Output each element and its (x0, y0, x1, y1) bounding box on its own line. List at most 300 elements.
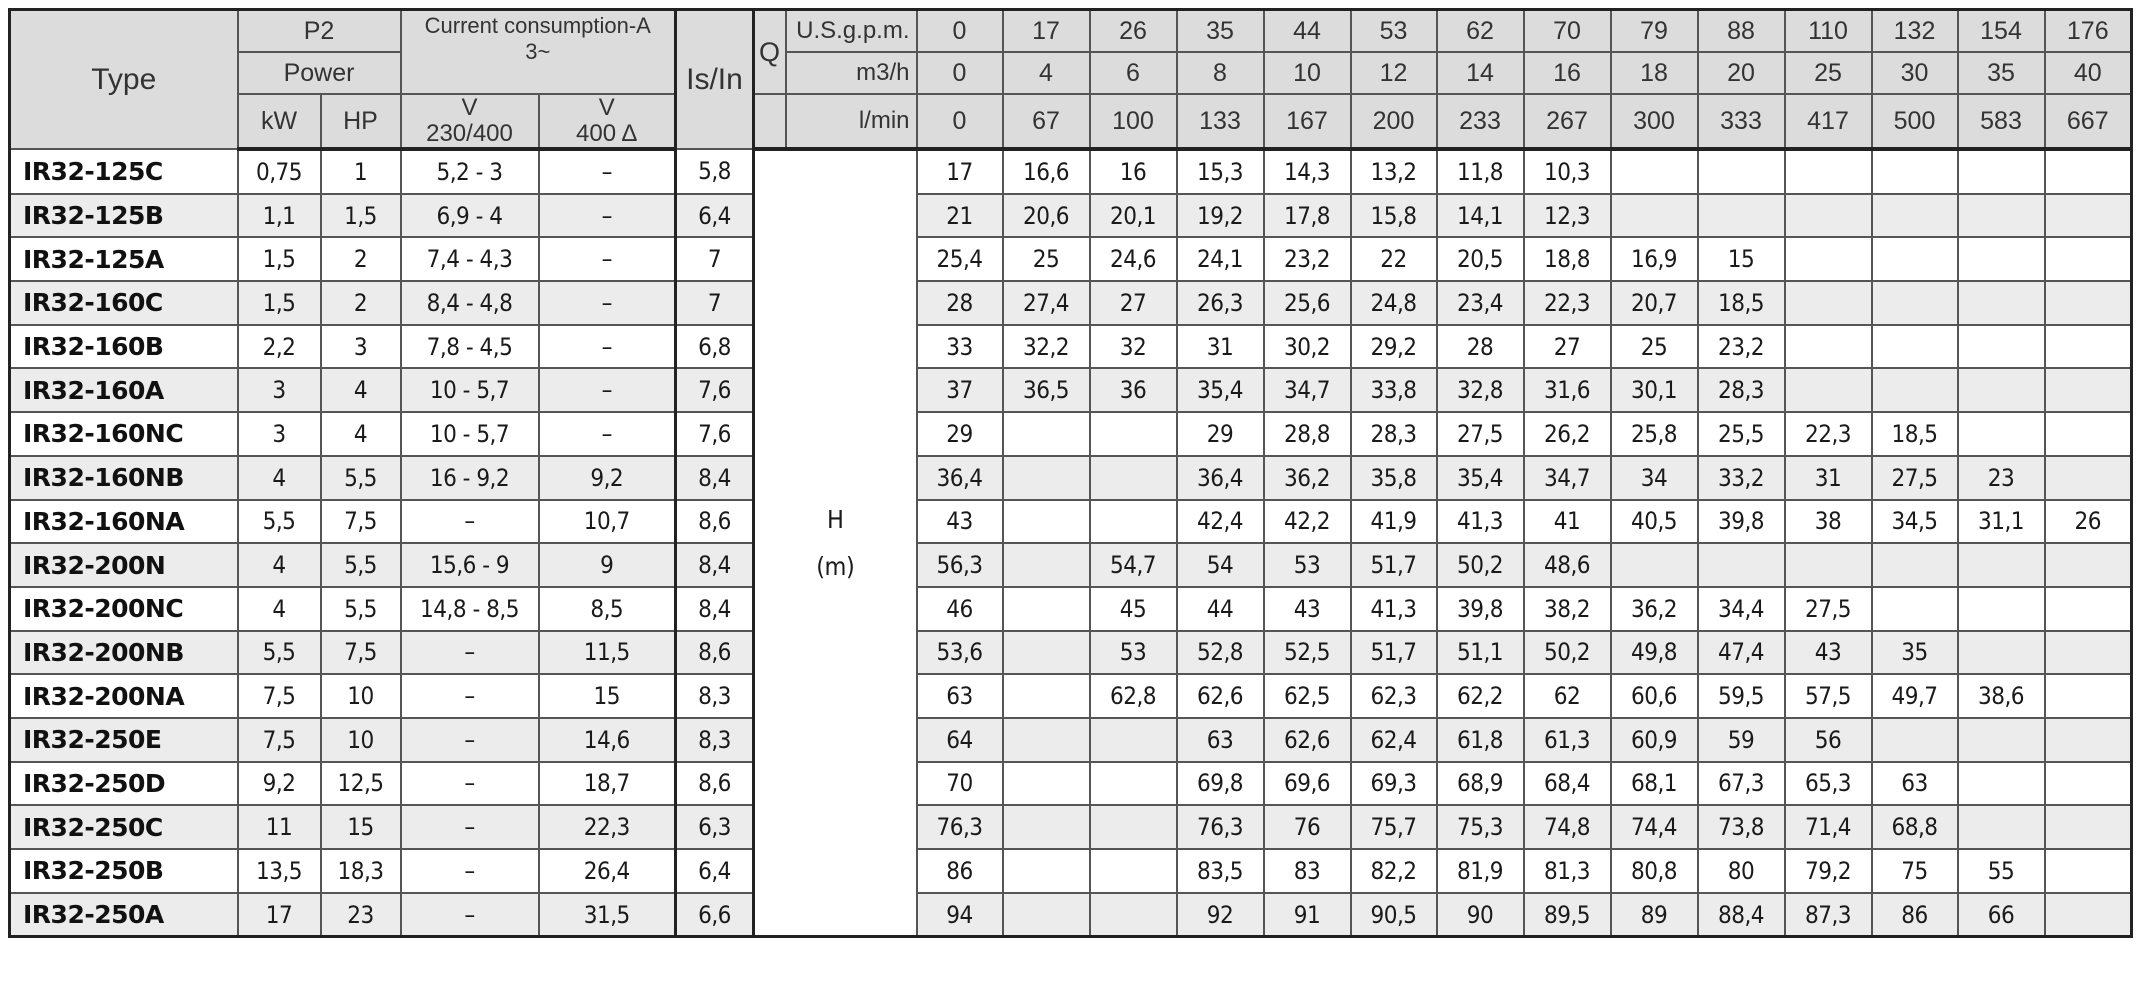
head-value: 50,2 (1437, 543, 1524, 587)
current-400-delta: 18,7 (539, 762, 676, 806)
head-value: 24,6 (1090, 237, 1177, 281)
head-value (1785, 281, 1872, 325)
power-hp: 18,3 (321, 849, 401, 893)
head-value (1003, 674, 1090, 718)
pump-type: IR32-250E (10, 718, 238, 762)
head-value: 35 (1872, 631, 1958, 675)
usgpm-value: 53 (1351, 10, 1437, 53)
table-row (10, 412, 2132, 456)
head-value: 86 (917, 849, 1003, 893)
lmin-value: 200 (1351, 94, 1437, 149)
head-value: 69,3 (1351, 762, 1437, 806)
m3h-value: 35 (1958, 52, 2045, 94)
m3h-value: 16 (1524, 52, 1611, 94)
lmin-value: 133 (1177, 94, 1264, 149)
head-value: 62,6 (1264, 718, 1351, 762)
lmin-value: 583 (1958, 94, 2045, 149)
head-value (2045, 368, 2132, 412)
voltage-label: V (461, 94, 478, 121)
lmin-label: l/min (786, 94, 917, 149)
usgpm-value: 70 (1524, 10, 1611, 53)
head-value (1958, 325, 2045, 369)
head-value: 32 (1090, 325, 1177, 369)
head-value: 15,8 (1351, 194, 1437, 238)
head-value: 36,2 (1264, 456, 1351, 500)
head-value: 51,7 (1351, 631, 1437, 675)
head-value: 83,5 (1177, 849, 1264, 893)
head-value: 15 (1698, 237, 1785, 281)
is-in-value: 8,4 (676, 587, 754, 631)
head-value: 63 (917, 674, 1003, 718)
table-row (10, 762, 2132, 806)
head-value: 28 (917, 281, 1003, 325)
head-value (1003, 718, 1090, 762)
power-hp: 7,5 (321, 631, 401, 675)
head-value (1090, 456, 1177, 500)
is-in-value: 7,6 (676, 368, 754, 412)
head-value (1872, 194, 1958, 238)
head-value (1003, 762, 1090, 806)
head-value: 20,1 (1090, 194, 1177, 238)
lmin-value: 233 (1437, 94, 1524, 149)
table-row (10, 631, 2132, 675)
head-value (1090, 805, 1177, 849)
head-value: 23,4 (1437, 281, 1524, 325)
head-value (2045, 762, 2132, 806)
head-value: 26,3 (1177, 281, 1264, 325)
pump-rows (10, 149, 2132, 937)
power-kw: 4 (238, 456, 321, 500)
head-value: 53 (1090, 631, 1177, 675)
head-value: 17 (917, 149, 1003, 194)
head-value (1958, 194, 2045, 238)
head-value: 61,3 (1524, 718, 1611, 762)
head-value (1090, 412, 1177, 456)
is-in-value: 6,3 (676, 805, 754, 849)
m3h-value: 12 (1351, 52, 1437, 94)
head-value: 52,8 (1177, 631, 1264, 675)
lmin-value: 500 (1872, 94, 1958, 149)
power-hp: 3 (321, 325, 401, 369)
head-value (1872, 281, 1958, 325)
current-230-400: – (401, 674, 539, 718)
head-value (1611, 194, 1698, 238)
head-value: 74,8 (1524, 805, 1611, 849)
head-value (1785, 149, 1872, 194)
power-hp: 7,5 (321, 500, 401, 544)
head-value: 23 (1958, 456, 2045, 500)
pump-type: IR32-200N (10, 543, 238, 587)
head-value: 63 (1872, 762, 1958, 806)
usgpm-value: 35 (1177, 10, 1264, 53)
pump-type: IR32-160A (10, 368, 238, 412)
head-value: 47,4 (1698, 631, 1785, 675)
head-value: 41,3 (1351, 587, 1437, 631)
head-value: 54,7 (1090, 543, 1177, 587)
is-in-value: 8,6 (676, 631, 754, 675)
head-value: 29,2 (1351, 325, 1437, 369)
head-value: 69,8 (1177, 762, 1264, 806)
head-value: 25,5 (1698, 412, 1785, 456)
current-230-400: 8,4 - 4,8 (401, 281, 539, 325)
head-value: 62,4 (1351, 718, 1437, 762)
head-value: 31,1 (1958, 500, 2045, 544)
table-row (10, 149, 2132, 194)
voltage-label: V (598, 94, 615, 121)
head-value: 31 (1177, 325, 1264, 369)
head-value: 55 (1958, 849, 2045, 893)
current-400-delta: – (539, 325, 676, 369)
lmin-value: 0 (917, 94, 1003, 149)
head-value: 41,9 (1351, 500, 1437, 544)
head-value: 39,8 (1698, 500, 1785, 544)
current-230-400: – (401, 805, 539, 849)
head-value: 68,4 (1524, 762, 1611, 806)
head-value: 83 (1264, 849, 1351, 893)
head-value: 52,5 (1264, 631, 1351, 675)
head-value: 68,9 (1437, 762, 1524, 806)
head-value: 94 (917, 893, 1003, 937)
m3h-value: 18 (1611, 52, 1698, 94)
power-hp: 12,5 (321, 762, 401, 806)
power-kw: 3 (238, 412, 321, 456)
m3h-value: 14 (1437, 52, 1524, 94)
lmin-value: 417 (1785, 94, 1872, 149)
head-value (1698, 543, 1785, 587)
usgpm-label: U.S.g.p.m. (786, 10, 917, 53)
head-value: 41 (1524, 500, 1611, 544)
head-value: 90 (1437, 893, 1524, 937)
head-value: 36 (1090, 368, 1177, 412)
head-value: 30,1 (1611, 368, 1698, 412)
head-value (1090, 893, 1177, 937)
head-value (1958, 281, 2045, 325)
head-value: 56,3 (917, 543, 1003, 587)
current-400-delta: – (539, 149, 676, 194)
current-230-400: – (401, 718, 539, 762)
power-kw: 9,2 (238, 762, 321, 806)
head-value: 28,8 (1264, 412, 1351, 456)
usgpm-value: 132 (1872, 10, 1958, 53)
table-row (10, 325, 2132, 369)
current-230-400: – (401, 500, 539, 544)
head-value: 38 (1785, 500, 1872, 544)
head-value (1958, 762, 2045, 806)
head-value: 43 (1785, 631, 1872, 675)
pump-type: IR32-250A (10, 893, 238, 937)
head-value: 27,5 (1872, 456, 1958, 500)
power-kw: 5,5 (238, 631, 321, 675)
table-row (10, 237, 2132, 281)
power-kw: 3 (238, 368, 321, 412)
head-value: 75,7 (1351, 805, 1437, 849)
head-value (2045, 543, 2132, 587)
head-value (1785, 543, 1872, 587)
power-hp: 10 (321, 674, 401, 718)
usgpm-value: 62 (1437, 10, 1524, 53)
current-400-delta: 9 (539, 543, 676, 587)
head-value: 37 (917, 368, 1003, 412)
pump-type: IR32-160B (10, 325, 238, 369)
head-value (1958, 718, 2045, 762)
head-value: 34,7 (1524, 456, 1611, 500)
head-value: 50,2 (1524, 631, 1611, 675)
head-value: 57,5 (1785, 674, 1872, 718)
head-value (1785, 237, 1872, 281)
head-value (1090, 762, 1177, 806)
current-230-400: 15,6 - 9 (401, 543, 539, 587)
current-230-400: 10 - 5,7 (401, 412, 539, 456)
head-value: 27,5 (1437, 412, 1524, 456)
power-kw: 4 (238, 587, 321, 631)
head-value: 23,2 (1698, 325, 1785, 369)
m3h-value: 40 (2045, 52, 2132, 94)
current-230-400: 16 - 9,2 (401, 456, 539, 500)
head-value (1003, 412, 1090, 456)
head-value: 70 (917, 762, 1003, 806)
usgpm-value: 17 (1003, 10, 1090, 53)
power-kw: 7,5 (238, 718, 321, 762)
power-kw: 5,5 (238, 500, 321, 544)
usgpm-value: 44 (1264, 10, 1351, 53)
is-in-value: 7 (676, 281, 754, 325)
current-230-400: – (401, 631, 539, 675)
is-in-value: 6,6 (676, 893, 754, 937)
head-value: 63 (1177, 718, 1264, 762)
head-value (1872, 543, 1958, 587)
head-value: 16 (1090, 149, 1177, 194)
pump-type: IR32-250B (10, 849, 238, 893)
lmin-value: 67 (1003, 94, 1090, 149)
is-in-value: 7,6 (676, 412, 754, 456)
is-in-value: 6,4 (676, 849, 754, 893)
head-value: 79,2 (1785, 849, 1872, 893)
power-hp: 4 (321, 412, 401, 456)
head-value (2045, 149, 2132, 194)
power-kw: 1,1 (238, 194, 321, 238)
is-in-value: 8,3 (676, 674, 754, 718)
head-value: 35,8 (1351, 456, 1437, 500)
head-value: 33 (917, 325, 1003, 369)
head-value: 11,8 (1437, 149, 1524, 194)
power-hp: 10 (321, 718, 401, 762)
head-value: 22,3 (1785, 412, 1872, 456)
head-value (2045, 849, 2132, 893)
head-unit-cell (754, 149, 917, 937)
head-value: 67,3 (1698, 762, 1785, 806)
head-value (1958, 543, 2045, 587)
m3h-value: 25 (1785, 52, 1872, 94)
is-in-value: 7 (676, 237, 754, 281)
power-kw: 1,5 (238, 281, 321, 325)
head-value: 27,5 (1785, 587, 1872, 631)
head-value: 54 (1177, 543, 1264, 587)
head-value: 20,5 (1437, 237, 1524, 281)
table-row (10, 543, 2132, 587)
is-in-value: 8,6 (676, 500, 754, 544)
m3h-value: 4 (1003, 52, 1090, 94)
type-header: Type (10, 10, 238, 150)
head-value (1090, 718, 1177, 762)
head-value: 89,5 (1524, 893, 1611, 937)
head-value (1698, 194, 1785, 238)
head-value: 81,3 (1524, 849, 1611, 893)
head-value (1872, 237, 1958, 281)
m3h-value: 6 (1090, 52, 1177, 94)
pump-type: IR32-160NA (10, 500, 238, 544)
usgpm-value: 0 (917, 10, 1003, 53)
current-230-400: 10 - 5,7 (401, 368, 539, 412)
hp-header: HP (321, 94, 401, 149)
head-value: 28 (1437, 325, 1524, 369)
head-value: 31,6 (1524, 368, 1611, 412)
head-value: 56 (1785, 718, 1872, 762)
power-hp: 5,5 (321, 587, 401, 631)
m3h-value: 20 (1698, 52, 1785, 94)
power-kw: 4 (238, 543, 321, 587)
head-value: 64 (917, 718, 1003, 762)
power-kw: 11 (238, 805, 321, 849)
head-value: 40,5 (1611, 500, 1698, 544)
q-header: Q (754, 10, 786, 95)
head-value: 36,5 (1003, 368, 1090, 412)
current-400-delta: 14,6 (539, 718, 676, 762)
head-value: 27,4 (1003, 281, 1090, 325)
head-value: 29 (917, 412, 1003, 456)
is-in-value: 8,3 (676, 718, 754, 762)
head-value: 27 (1090, 281, 1177, 325)
current-400-delta: 15 (539, 674, 676, 718)
pump-type: IR32-125B (10, 194, 238, 238)
head-value (2045, 893, 2132, 937)
current-230-400: 6,9 - 4 (401, 194, 539, 238)
head-value: 24,8 (1351, 281, 1437, 325)
head-value: 60,6 (1611, 674, 1698, 718)
head-value (2045, 456, 2132, 500)
current-400-delta: – (539, 281, 676, 325)
head-value: 18,5 (1698, 281, 1785, 325)
power-hp: 1 (321, 149, 401, 194)
head-value: 31 (1785, 456, 1872, 500)
head-value: 10,3 (1524, 149, 1611, 194)
head-value: 62,3 (1351, 674, 1437, 718)
table-row (10, 456, 2132, 500)
head-value: 41,3 (1437, 500, 1524, 544)
head-value: 65,3 (1785, 762, 1872, 806)
pump-type: IR32-200NA (10, 674, 238, 718)
head-value: 60,9 (1611, 718, 1698, 762)
head-value: 68,1 (1611, 762, 1698, 806)
head-value (1872, 718, 1958, 762)
power-hp: 23 (321, 893, 401, 937)
m3h-label: m3/h (786, 52, 917, 94)
pump-type: IR32-250C (10, 805, 238, 849)
q-blank-cell (754, 94, 786, 149)
lmin-value: 100 (1090, 94, 1177, 149)
head-value: 86 (1872, 893, 1958, 937)
head-value (1958, 631, 2045, 675)
is-in-value: 6,8 (676, 325, 754, 369)
voltage-230-400-header (401, 94, 539, 149)
head-value: 14,3 (1264, 149, 1351, 194)
head-value (2045, 674, 2132, 718)
head-value: 90,5 (1351, 893, 1437, 937)
head-value: 16,9 (1611, 237, 1698, 281)
table-row (10, 368, 2132, 412)
head-value: 34 (1611, 456, 1698, 500)
head-value: 46 (917, 587, 1003, 631)
power-hp: 5,5 (321, 543, 401, 587)
is-in-value: 5,8 (676, 149, 754, 194)
pump-type: IR32-125A (10, 237, 238, 281)
head-value: 75 (1872, 849, 1958, 893)
head-value: 43 (1264, 587, 1351, 631)
power-kw: 7,5 (238, 674, 321, 718)
kw-header: kW (238, 94, 321, 149)
power-hp: 1,5 (321, 194, 401, 238)
table-row (10, 893, 2132, 937)
head-value (1958, 587, 2045, 631)
is-in-header (676, 10, 754, 150)
head-value (1958, 149, 2045, 194)
head-value: 45 (1090, 587, 1177, 631)
head-value: 29 (1177, 412, 1264, 456)
head-value (1958, 368, 2045, 412)
head-value (2045, 631, 2132, 675)
head-value: 62,2 (1437, 674, 1524, 718)
current-230-400: 5,2 - 3 (401, 149, 539, 194)
head-value (2045, 412, 2132, 456)
head-value: 62 (1524, 674, 1611, 718)
head-value (1003, 631, 1090, 675)
head-value: 28,3 (1698, 368, 1785, 412)
head-value (1611, 543, 1698, 587)
head-value: 44 (1177, 587, 1264, 631)
head-value: 49,8 (1611, 631, 1698, 675)
head-value (1785, 194, 1872, 238)
head-value (1872, 325, 1958, 369)
is-in-value: 8,4 (676, 456, 754, 500)
head-value: 26 (2045, 500, 2132, 544)
head-value: 39,8 (1437, 587, 1524, 631)
head-value: 30,2 (1264, 325, 1351, 369)
pump-type: IR32-200NC (10, 587, 238, 631)
current-400-delta: – (539, 412, 676, 456)
head-value: 80 (1698, 849, 1785, 893)
head-value: 38,2 (1524, 587, 1611, 631)
head-value: 69,6 (1264, 762, 1351, 806)
pump-type: IR32-250D (10, 762, 238, 806)
head-value (1958, 805, 2045, 849)
head-value: 26,2 (1524, 412, 1611, 456)
head-value: 42,2 (1264, 500, 1351, 544)
current-400-delta: 8,5 (539, 587, 676, 631)
head-value (1003, 543, 1090, 587)
head-value (1003, 587, 1090, 631)
head-value (1872, 149, 1958, 194)
pump-type: IR32-160NC (10, 412, 238, 456)
head-value (2045, 587, 2132, 631)
head-value: 36,2 (1611, 587, 1698, 631)
head-value (1003, 849, 1090, 893)
head-value: 51,1 (1437, 631, 1524, 675)
head-value: 92 (1177, 893, 1264, 937)
head-value: 14,1 (1437, 194, 1524, 238)
head-value: 33,2 (1698, 456, 1785, 500)
head-value: 34,5 (1872, 500, 1958, 544)
head-value (1003, 456, 1090, 500)
head-value: 88,4 (1698, 893, 1785, 937)
